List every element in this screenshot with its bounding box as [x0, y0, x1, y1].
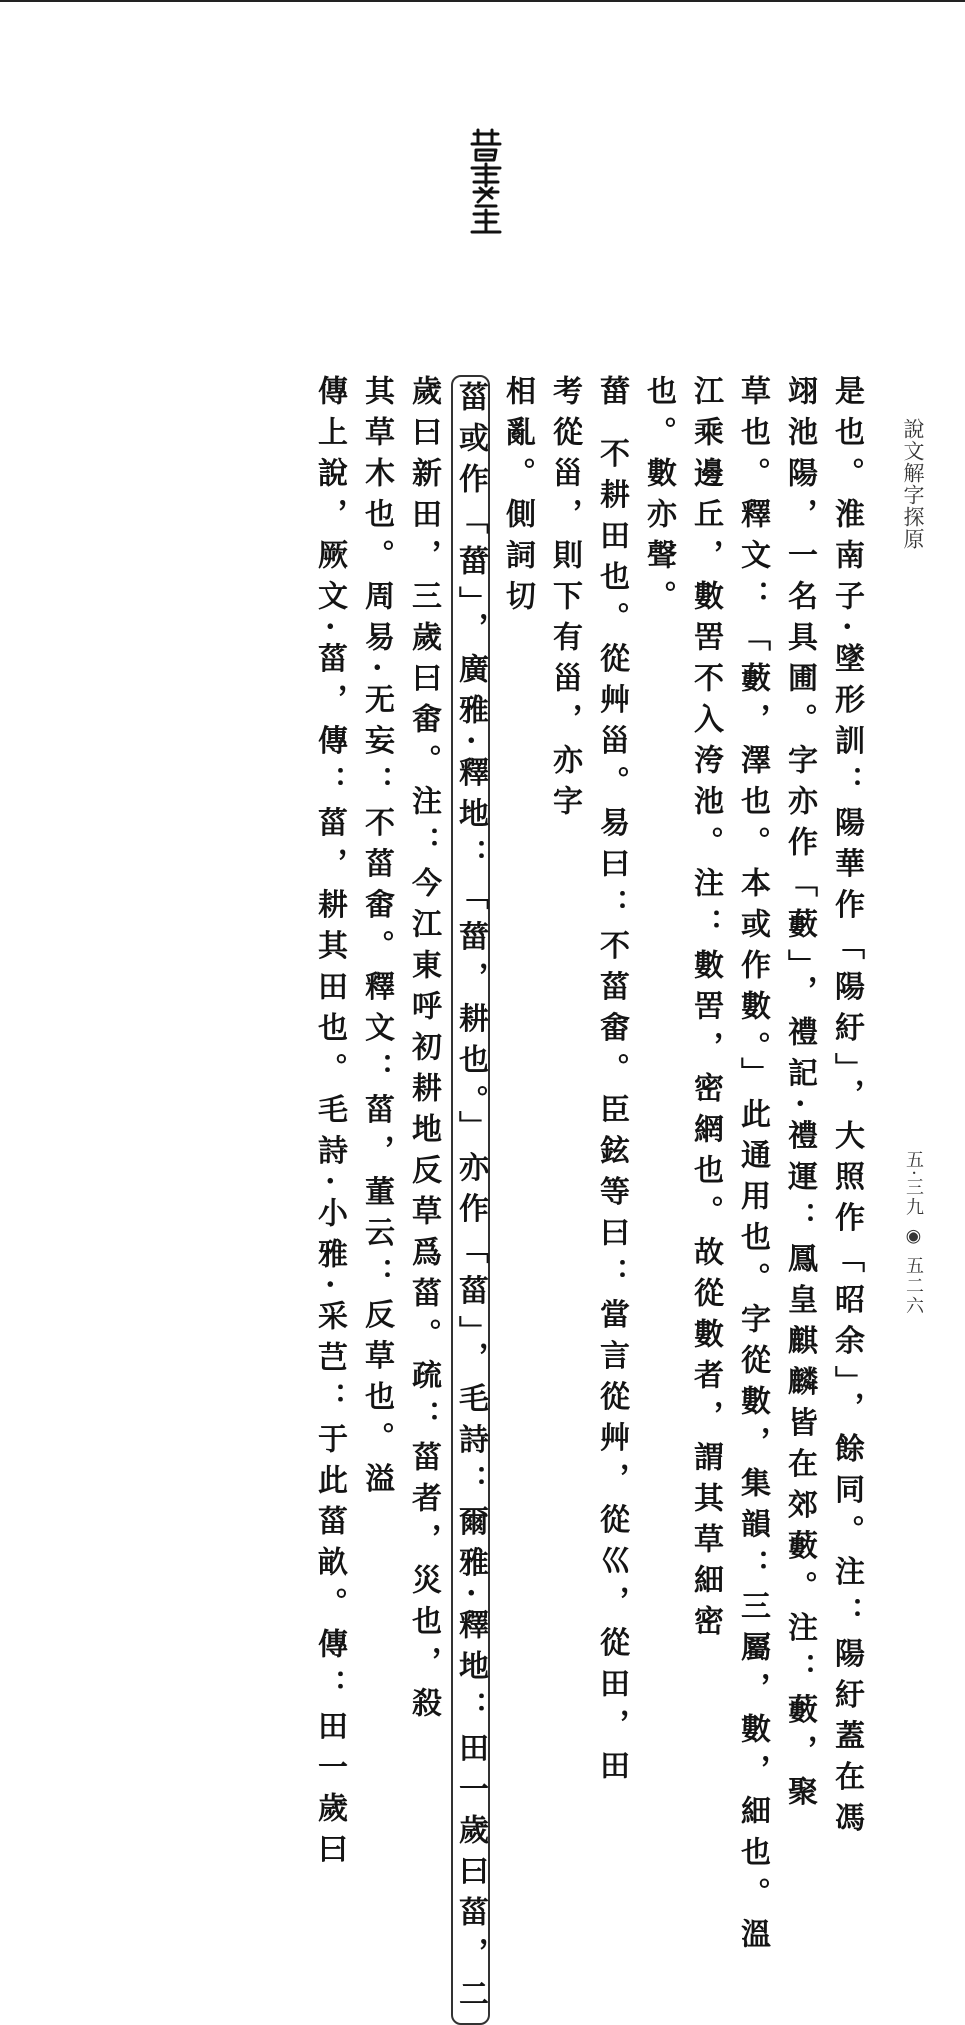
text-column: 其草木也。周易·无妄：不菑畬。釋文：菑，董云：反草也。溢 — [359, 375, 394, 1504]
text-column-boxed — [447, 375, 494, 2019]
boxed-annotation: 菑或作「葘」，廣雅·釋地：「葘，耕也。」亦作「菑」，毛詩：爾雅·釋地：田一歲曰菑，二 — [451, 375, 490, 2025]
text-column: 也。數亦聲。 — [641, 375, 676, 621]
text-column: 歲曰新田，三歲曰畬。注：今江東呼初耕地反草爲菑。疏：菑者，災也，殺 — [406, 375, 441, 1728]
text-column: 是也。淮南子·墜形訓：陽華作「陽紆」，大照作「昭余」，餘同。注：陽紆蓋在馮 — [829, 375, 864, 1843]
text-column: 相亂。側詞切 — [500, 375, 535, 621]
text-column: 葘 不耕田也。從艸甾。易曰：不菑畬。臣鉉等曰：當言從艸，從巛，從田，田 — [594, 375, 629, 1791]
text-column: 江乘邊丘，數罟不入洿池。注：數罟，密網也。故從數者，謂其草細密 — [688, 375, 723, 1646]
handwritten-signature — [466, 128, 506, 238]
text-column: 草也。釋文：「藪，澤也。本或作數。」此通用也。字從數，集韻：三屬，數，細也。溫 — [735, 375, 770, 1959]
book-title: 說文解字探原 — [901, 418, 925, 550]
text-column: 傳上說，厥文·菑，傳：菑，耕其田也。毛詩·小雅·采芑：于此菑畝。傳：田一歲曰 — [312, 375, 347, 1875]
handwritten-text-body — [130, 375, 870, 2019]
page-number: 五·三九 ◉ 五二六 — [903, 1150, 924, 1317]
text-column: 翊池陽，一名具圃。字亦作「藪」，禮記·禮運：鳳皇麒麟皆在郊藪。注：藪，聚 — [782, 375, 817, 1817]
top-border-line — [0, 0, 965, 2]
text-column: 考從甾，則下有甾，亦字 — [547, 375, 582, 826]
